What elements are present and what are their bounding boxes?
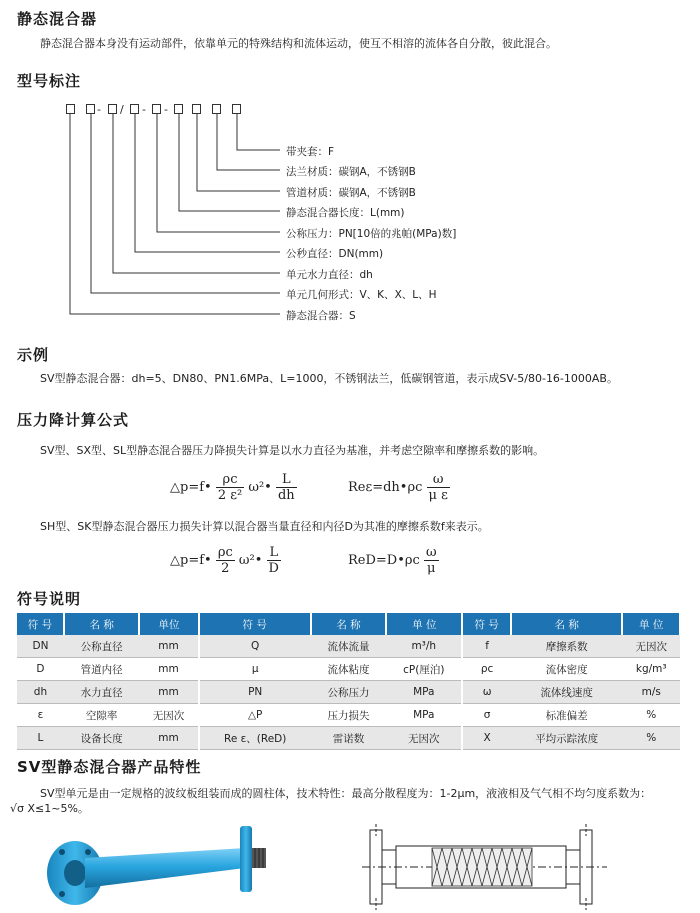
section-title-static-mixer: 静态混合器 (17, 10, 98, 28)
table-row (17, 635, 680, 658)
table-cell: 无因次 (139, 704, 198, 727)
section-title-pressure-drop: 压力降计算公式 (17, 411, 130, 429)
table-cell: cP(厘泊) (386, 658, 462, 681)
col-header: 名 称 (64, 613, 140, 635)
table-cell: mm (139, 635, 198, 658)
table-cell: ε (17, 704, 64, 727)
table-cell: m/s (622, 681, 680, 704)
table-header-row (17, 613, 680, 635)
table-cell: 流体粘度 (311, 658, 387, 681)
pressure-text-1: SV型、SX型、SL型静态混合器压力降损失计算是以水力直径为基准，并考虑空隙率和摩擦系数的影响。 (40, 444, 545, 457)
table-cell: Re ε、(ReD) (199, 727, 311, 750)
table-cell: PN (199, 681, 311, 704)
table-cell: 压力损失 (311, 704, 387, 727)
table-cell: 公称压力 (311, 681, 387, 704)
features-text-1: SV型单元是由一定规格的波纹板组装而成的圆柱体，技术特性：最高分散程度为：1-2μm，液液相及气气相不均匀度系数为： (40, 787, 652, 800)
table-cell: 流体线速度 (511, 681, 623, 704)
table-cell: σ (462, 704, 511, 727)
symbol-table (17, 613, 681, 750)
table-row (17, 704, 680, 727)
table-cell: D (17, 658, 64, 681)
leader-lines (0, 0, 300, 330)
legend-pressure: 公称压力：PN[10倍的兆帕(MPa)数] (286, 228, 457, 240)
table-cell: 流体密度 (511, 658, 623, 681)
legend-jacket: 带夹套：F (286, 146, 335, 158)
table-cell: f (462, 635, 511, 658)
legend-length: 静态混合器长度：L(mm) (286, 207, 405, 219)
table-cell: % (622, 727, 680, 750)
mixer-product-image (40, 818, 290, 910)
table-cell: 摩擦系数 (511, 635, 623, 658)
table-cell: % (622, 704, 680, 727)
table-cell: MPa (386, 681, 462, 704)
table-row (17, 727, 680, 750)
table-cell: kg/m³ (622, 658, 680, 681)
features-text-2: √σ X≤1~5%。 (10, 802, 89, 815)
table-cell: △P (199, 704, 311, 727)
table-cell: 雷诺数 (311, 727, 387, 750)
table-cell: μ (199, 658, 311, 681)
table-cell: 公称直径 (64, 635, 140, 658)
table-cell: DN (17, 635, 64, 658)
col-header: 符 号 (199, 613, 311, 635)
col-header: 名 称 (311, 613, 387, 635)
table-cell: dh (17, 681, 64, 704)
table-cell: 空隙率 (64, 704, 140, 727)
table-cell: 水力直径 (64, 681, 140, 704)
legend-pipe-material: 管道材质：碳钢A，不锈钢B (286, 187, 416, 199)
legend-mixer: 静态混合器：S (286, 310, 356, 322)
pressure-text-2: SH型、SK型静态混合器压力损失计算以混合器当量直径和内径D为其准的摩擦系数f来表示。 (40, 520, 489, 533)
table-cell: mm (139, 727, 198, 750)
col-header: 符 号 (17, 613, 64, 635)
table-cell: ρc (462, 658, 511, 681)
intro-text: 静态混合器本身没有运动部件，依靠单元的特殊结构和流体运动，使互不相溶的流体各自分散，彼此混合。 (40, 37, 557, 50)
table-cell: 无因次 (622, 635, 680, 658)
table-cell: 流体流量 (311, 635, 387, 658)
table-cell: ω (462, 681, 511, 704)
table-cell: mm (139, 681, 198, 704)
col-header: 单 位 (622, 613, 680, 635)
col-header: 单位 (139, 613, 198, 635)
col-header: 符 号 (462, 613, 511, 635)
table-cell: 设备长度 (64, 727, 140, 750)
example-text: SV型静态混合器：dh=5、DN80、PN1.6MPa、L=1000，不锈钢法兰，低碳钢管道，表示成SV-5/80-16-1000AB。 (40, 372, 618, 385)
table-row (17, 658, 680, 681)
table-cell: X (462, 727, 511, 750)
table-cell: m³/h (386, 635, 462, 658)
table-cell: 无因次 (386, 727, 462, 750)
col-header: 单 位 (386, 613, 462, 635)
legend-diameter: 公秒直径：DN(mm) (286, 248, 384, 260)
section-title-example: 示例 (17, 346, 50, 364)
formula-reynolds-2: ReD=D•ρc $\frac{\omega}{\mu}$ (348, 545, 437, 576)
section-title-symbols: 符号说明 (17, 590, 82, 608)
formula-pressure-drop-1: △p=f• $\frac{\rho c}{\text{2 ε²}}$ ω²• $\frac{L}{dh}$ (170, 472, 295, 503)
table-cell: 平均示踪浓度 (511, 727, 623, 750)
table-cell: Q (199, 635, 311, 658)
formula-reynolds-1: Reε=dh•ρc $\frac{\omega}{\text{μ ε}}$ (348, 472, 448, 503)
legend-geometry: 单元几何形式：V、K、X、L、H (286, 289, 437, 301)
col-header: 名 称 (511, 613, 623, 635)
table-cell: 管道内径 (64, 658, 140, 681)
table-cell: 标准偏差 (511, 704, 623, 727)
table-cell: L (17, 727, 64, 750)
legend-hydraulic-diameter: 单元水力直径：dh (286, 269, 373, 281)
section-title-model: 型号标注 (17, 72, 82, 90)
table-cell: mm (139, 658, 198, 681)
formula-pressure-drop-2: △p=f• $\frac{\rho c}{2}$ ω²• $\frac{L}{D}$ (170, 545, 279, 576)
mixer-section-drawing (362, 822, 607, 910)
table-cell: MPa (386, 704, 462, 727)
legend-flange-material: 法兰材质：碳钢A，不锈钢B (286, 166, 416, 178)
table-row (17, 681, 680, 704)
section-title-features: SV型静态混合器产品特性 (17, 758, 202, 776)
